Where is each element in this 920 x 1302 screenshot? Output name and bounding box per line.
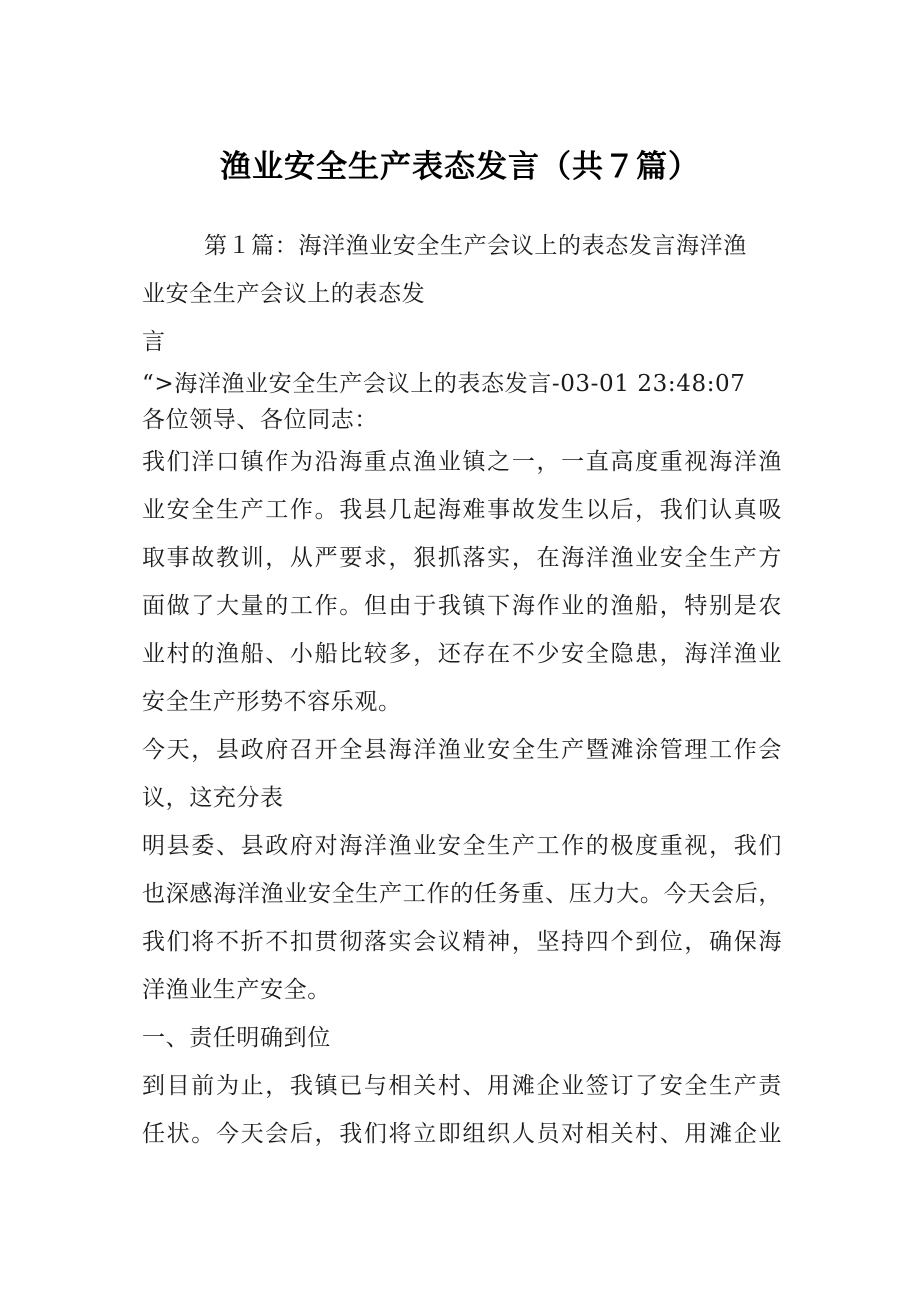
paragraph-line: 议，这充分表 xyxy=(142,785,284,811)
paragraph-line: 安全生产形势不容乐观。 xyxy=(142,689,402,715)
heading-line-3: 言 xyxy=(142,329,166,355)
paragraph-line: 业村的渔船、小船比较多，还存在不少安全隐患，海洋渔业 xyxy=(142,641,782,667)
paragraph-line: 任状。今天会后，我们将立即组织人员对相关村、用滩企业 xyxy=(142,1121,782,1147)
heading-line-1: 第１篇：海洋渔业安全生产会议上的表态发言海洋渔 xyxy=(204,233,747,259)
meta-line: “>海洋渔业安全生产会议上的表态发言-03-01 23:48:07 xyxy=(142,371,746,397)
paragraph-line: 明县委、县政府对海洋渔业安全生产工作的极度重视，我们 xyxy=(142,833,782,859)
paragraph-line: 我们将不折不扣贯彻落实会议精神，坚持四个到位，确保海 xyxy=(142,929,782,955)
paragraph-line: 取事故教训，从严要求，狠抓落实，在海洋渔业安全生产方 xyxy=(142,545,782,571)
section-heading: 一、责任明确到位 xyxy=(142,1025,331,1051)
paragraph-line: 到目前为止，我镇已与相关村、用滩企业签订了安全生产责 xyxy=(142,1073,782,1099)
heading-line-2: 业安全生产会议上的表态发 xyxy=(142,281,426,307)
salutation-line: 各位领导、各位同志： xyxy=(142,407,378,433)
document-body xyxy=(142,222,782,1158)
paragraph-line: 业安全生产工作。我县几起海难事故发生以后，我们认真吸 xyxy=(142,497,782,523)
paragraph-line: 面做了大量的工作。但由于我镇下海作业的渔船，特别是农 xyxy=(142,593,782,619)
document-title: 渔业安全生产表态发言（共７篇） xyxy=(220,149,700,185)
paragraph-line: 今天，县政府召开全县海洋渔业安全生产暨滩涂管理工作会 xyxy=(142,737,782,763)
paragraph-line: 我们洋口镇作为沿海重点渔业镇之一，一直高度重视海洋渔 xyxy=(142,449,782,475)
paragraph-line: 也深感海洋渔业安全生产工作的任务重、压力大。今天会后， xyxy=(142,881,782,907)
paragraph-line: 洋渔业生产安全。 xyxy=(142,977,331,1003)
